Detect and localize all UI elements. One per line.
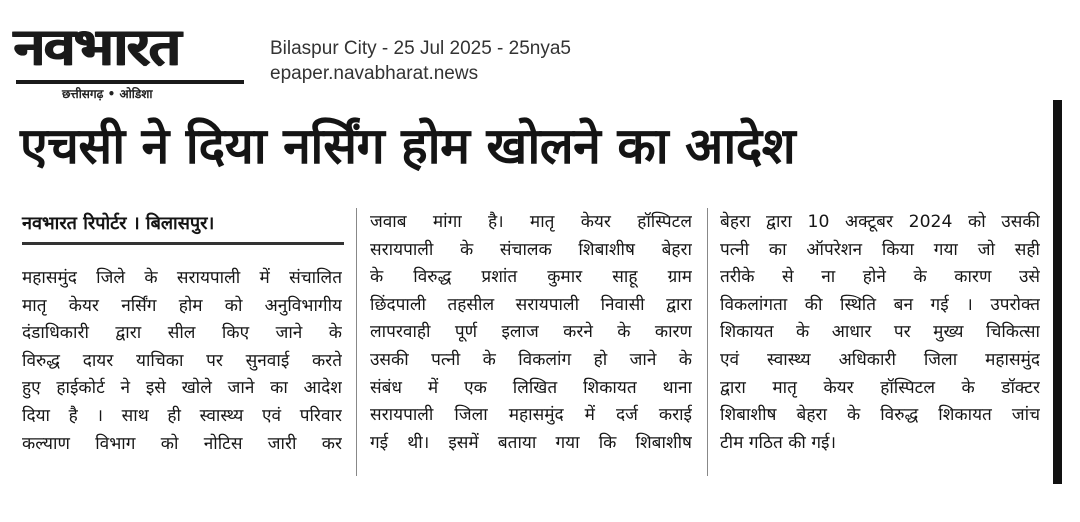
- article-line: महासमुंद जिले के सरायपाली में संचालित: [22, 268, 342, 288]
- article-line: शिबाशीष बेहरा के विरुद्ध शिकायत जांच: [720, 405, 1040, 426]
- article-line: विरुद्ध दायर याचिका पर सुनवाई करते: [22, 350, 342, 371]
- article-line: टीम गठित की गई।: [720, 432, 836, 453]
- article-headline: एचसी ने दिया नर्सिंग होम खोलने का आदेश: [20, 117, 796, 175]
- newspaper-masthead: [10, 17, 248, 101]
- article-line: पत्नी का ऑपरेशन किया गया जो सही: [720, 239, 1040, 260]
- byline-underline: [22, 242, 344, 245]
- edition-website: epaper.navabharat.news: [270, 63, 479, 84]
- article-line: द्वारा मातृ केयर हॉस्पिटल के डॉक्टर: [720, 377, 1040, 398]
- edition-date-line: Bilaspur City - 25 Jul 2025 - 25nya5: [270, 38, 571, 59]
- edition-info: [270, 36, 571, 86]
- article-line: सरायपाली जिला महासमुंद में दर्ज कराई: [370, 405, 692, 426]
- article-column-2: [370, 209, 692, 457]
- article-line: मातृ केयर नर्सिंग होम को अनुविभागीय: [22, 295, 342, 316]
- article-line: कल्याण विभाग को नोटिस जारी कर: [22, 433, 342, 454]
- article-column-3: [720, 209, 1040, 457]
- article-line: जवाब मांगा है। मातृ केयर हॉस्पिटल: [370, 212, 692, 232]
- column-divider-2: [707, 208, 708, 476]
- newspaper-logo: नवभारत: [14, 17, 180, 78]
- article-line: तरीके से ना होने के कारण उसे: [720, 267, 1040, 288]
- article-line: दंडाधिकारी द्वारा सील किए जाने के: [22, 323, 342, 344]
- article-line: संबंध में एक लिखित शिकायत थाना: [370, 377, 692, 398]
- article-line: उसकी पत्नी के विकलांग हो जाने के: [370, 349, 692, 370]
- right-border-bar: [1053, 100, 1062, 484]
- column-divider-1: [356, 208, 357, 476]
- article-line: विकलांगता की स्थिति बन गई । उपरोक्त: [720, 294, 1040, 315]
- article-line: बेहरा द्वारा 10 अक्टूबर 2024 को उसकी: [720, 212, 1040, 232]
- article-line: लापरवाही पूर्ण इलाज करने के कारण: [370, 322, 692, 343]
- article-line: के विरुद्ध प्रशांत कुमार साहू ग्राम: [370, 267, 692, 288]
- article-line: गई थी। इसमें बताया गया कि शिबाशीष: [370, 432, 692, 453]
- article-line: शिकायत के आधार पर मुख्य चिकित्सा: [720, 322, 1040, 343]
- article-line: छिंदपाली तहसील सरायपाली निवासी द्वारा: [370, 294, 692, 315]
- article-line: दिया है । साथ ही स्वास्थ्य एवं परिवार: [22, 405, 342, 426]
- article-line: सरायपाली के संचालक शिबाशीष बेहरा: [370, 239, 692, 260]
- article-line: एवं स्वास्थ्य अधिकारी जिला महासमुंद: [720, 349, 1040, 370]
- article-column-1: [22, 265, 342, 458]
- logo-tagline: छत्तीसगढ़ • ओडिशा: [62, 87, 153, 101]
- logo-underbar: [16, 80, 244, 84]
- article-byline: नवभारत रिपोर्टर । बिलासपुर।: [22, 213, 215, 234]
- article-line: हुए हाईकोर्ट ने इसे खोले जाने का आदेश: [22, 378, 342, 399]
